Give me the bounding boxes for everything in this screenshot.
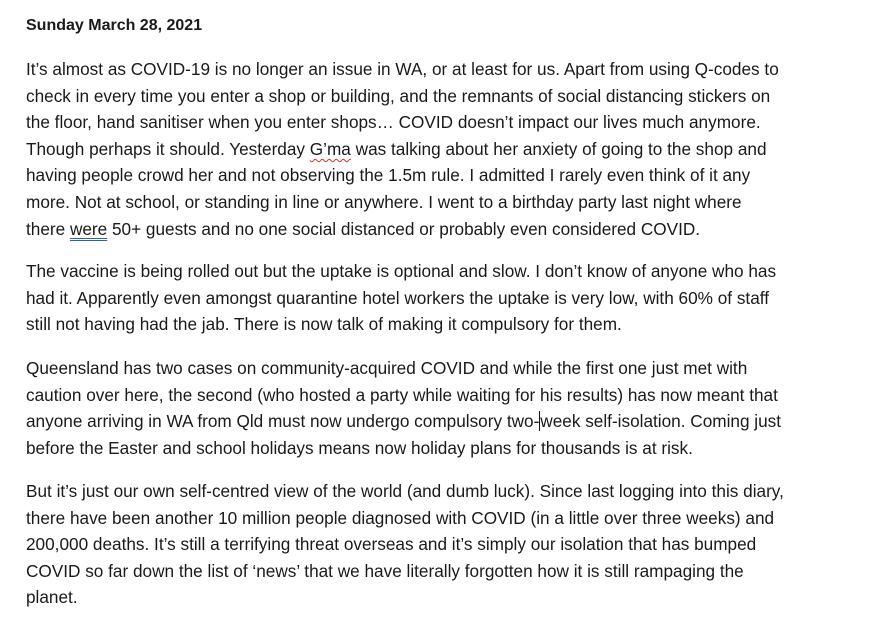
paragraph-4[interactable] bbox=[26, 478, 876, 611]
text-segment: there bbox=[26, 218, 70, 239]
grammar-suggestion-mark[interactable]: were bbox=[69, 218, 108, 239]
text-segment: 50+ guests and no one social distanced or probably even considered COVID. bbox=[107, 218, 701, 239]
text-line bbox=[26, 136, 876, 163]
text-line: the floor, hand sanitiser when you enter shops… COVID doesn’t impact our lives much anymore. bbox=[26, 112, 761, 133]
text-line: COVID so far down the list of ‘news’ that we have literally forgotten how it is still rampaging the bbox=[26, 560, 744, 581]
text-line: had it. Apparently even amongst quarantine hotel workers the uptake is very low, with 60% of staff bbox=[26, 287, 769, 308]
text-line: Queensland has two cases on community-acquired COVID and while the first one just met with bbox=[26, 358, 748, 378]
text-line bbox=[26, 408, 876, 435]
paragraph-2[interactable] bbox=[26, 258, 876, 338]
text-line: 200,000 deaths. It’s still a terrifying threat overseas and it’s simply our isolation that has bumped bbox=[26, 534, 757, 555]
text-segment: was talking about her anxiety of going to the shop and bbox=[350, 138, 767, 159]
text-line: caution over here, the second (who hosted a party while waiting for his results) has now meant that bbox=[26, 384, 778, 405]
text-segment: Though perhaps it should. Yesterday bbox=[26, 138, 310, 159]
text-line: more. Not at school, or standing in line or anywhere. I went to a birthday party last night where bbox=[26, 191, 742, 212]
text-line: there have been another 10 million people diagnosed with COVID (in a little over three weeks) and bbox=[26, 507, 775, 528]
text-line: planet. bbox=[26, 587, 78, 608]
text-line bbox=[26, 216, 876, 243]
text-segment: week self-isolation. Coming just bbox=[540, 411, 782, 432]
text-line: It’s almost as COVID-19 is no longer an issue in WA, or at least for us. Apart from using Q-codes to bbox=[26, 59, 779, 79]
spelling-error-mark[interactable]: G’ma bbox=[309, 138, 351, 159]
text-line: having people crowd her and not observing the 1.5m rule. I admitted I rarely even think of it any bbox=[26, 165, 751, 186]
entry-date-heading: Sunday March 28, 2021 bbox=[26, 17, 203, 34]
text-segment: anyone arriving in WA from Qld must now undergo compulsory two- bbox=[26, 411, 540, 432]
text-line: check in every time you enter a shop or building, and the remnants of social distancing stickers on bbox=[26, 85, 771, 106]
paragraph-3[interactable] bbox=[26, 355, 876, 461]
text-line: But it’s just our own self-centred view of the world (and dumb luck). Since last logging into this diary, bbox=[26, 481, 784, 501]
text-line: The vaccine is being rolled out but the uptake is optional and slow. I don’t know of anyone who has bbox=[26, 261, 777, 281]
paragraph-1[interactable] bbox=[26, 56, 876, 242]
text-line: still not having had the jab. There is now talk of making it compulsory for them. bbox=[26, 314, 622, 335]
text-line: before the Easter and school holidays means now holiday plans for thousands is at risk. bbox=[26, 437, 693, 458]
